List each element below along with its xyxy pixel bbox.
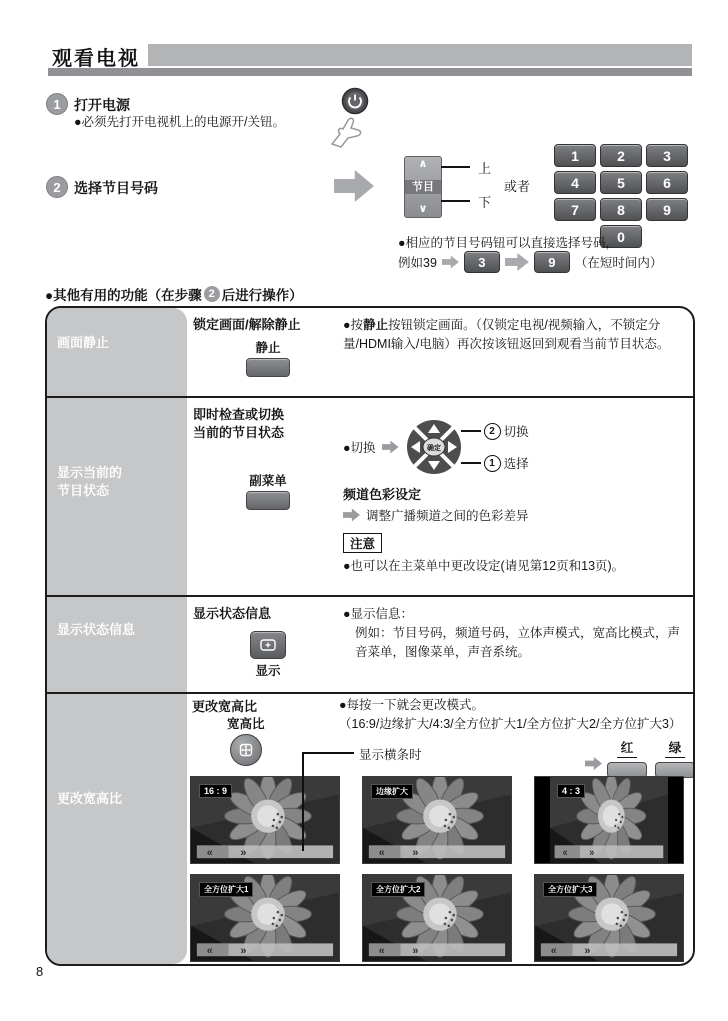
arrow-right-icon [505, 253, 529, 271]
step-2-number: 2 [46, 176, 68, 198]
row-desc-freeze [337, 308, 693, 396]
bar-callout-label: 显示横条时 [359, 748, 422, 762]
table-row-info [47, 597, 693, 694]
aspect-button-label: 宽高比 [227, 717, 265, 731]
color-buttons [607, 738, 695, 778]
direct-select-example [398, 251, 662, 273]
aspect-button[interactable] [230, 734, 262, 766]
step-1-number: 1 [46, 93, 68, 115]
aspect-preview-zoom-3: 全方位扩大3 [534, 874, 684, 962]
submenu-button-label: 副菜单 [249, 474, 287, 489]
aspect-preview-16-9: 16 : 9 [190, 776, 340, 864]
callout-select: 1 选择 [469, 454, 529, 472]
row-label-status: 显示当前的 节目状态 [47, 398, 187, 595]
power-button-icon[interactable] [324, 86, 374, 148]
other-functions-header [45, 284, 303, 304]
step-2-title: 选择节目号码 [74, 180, 158, 196]
channel-down-icon[interactable]: ∨ [418, 202, 428, 215]
freeze-description: ●按静止按钮锁定画面。（仅锁定电视/视频输入，不锁定分量/HDMI输入/电脑）再次按该钮返回到观看当前节目状态。 [343, 318, 670, 351]
dpad-ok-button[interactable] [405, 418, 463, 476]
arrow-right-icon [442, 256, 459, 269]
title-band [148, 44, 692, 66]
aspect-preview-4-3: 4 : 3 [534, 776, 684, 864]
callout-line [441, 200, 470, 202]
arrow-right-icon [585, 757, 602, 770]
aspect-preview-zoom-1: 全方位扩大1 [190, 874, 340, 962]
table-row-status [47, 398, 693, 597]
example-prefix: 例如39 [398, 256, 437, 270]
callout-switch: 2 切换 [469, 422, 529, 440]
aspect-button-stack [227, 714, 265, 766]
freeze-button[interactable] [246, 358, 290, 377]
action-title: 即时检查或切换 当前的节目状态 [193, 407, 285, 440]
arrow-right-icon [343, 509, 360, 522]
aspect-row-content [187, 694, 693, 964]
page-number: 8 [36, 964, 44, 979]
green-button-label: 绿 [665, 738, 686, 758]
aspect-button-icon [238, 742, 254, 758]
key-2[interactable]: 2 [600, 144, 642, 167]
action-title: 更改宽高比 [192, 699, 258, 714]
note-box: 注意 [343, 533, 382, 553]
key-3-example[interactable]: 3 [464, 251, 500, 273]
header-pre: ●其他有用的功能（在步骤 [45, 288, 202, 303]
header-post: 后进行操作） [221, 288, 303, 303]
key-5[interactable]: 5 [600, 171, 642, 194]
table-row-freeze [47, 308, 693, 398]
key-3[interactable]: 3 [646, 144, 688, 167]
key-1[interactable]: 1 [554, 144, 596, 167]
callout-line [302, 752, 354, 754]
title-underbar [48, 68, 692, 76]
key-9-example[interactable]: 9 [534, 251, 570, 273]
arrow-right-icon [334, 170, 374, 202]
callout-line [302, 752, 304, 851]
step-1-title: 打开电源 [74, 97, 130, 113]
display-button[interactable] [250, 631, 286, 659]
channel-up-icon[interactable]: ∧ [418, 158, 428, 170]
row-desc-info [337, 597, 695, 692]
red-button-label: 红 [617, 738, 638, 758]
key-7[interactable]: 7 [554, 198, 596, 221]
step-2-badge: 2 [204, 286, 220, 302]
key-0[interactable]: 0 [600, 225, 642, 248]
display-button-icon [260, 639, 276, 651]
channel-updown-button[interactable] [404, 156, 442, 218]
action-title: 显示状态信息 [193, 606, 272, 621]
key-6[interactable]: 6 [646, 171, 688, 194]
color-setting-desc: 调整广播频道之间的色彩差异 [343, 506, 681, 524]
down-label: 下 [478, 195, 492, 210]
row-label-freeze: 画面静止 [47, 308, 187, 396]
arrow-right-icon [382, 441, 399, 454]
row-label-aspect: 更改宽高比 [47, 694, 187, 964]
example-suffix: （在短时间内） [574, 256, 663, 270]
number-keypad [554, 144, 688, 248]
direct-select-note: ●相应的节目号码钮可以直接选择号码， [398, 236, 619, 250]
key-4[interactable]: 4 [554, 171, 596, 194]
key-8[interactable]: 8 [600, 198, 642, 221]
channel-button-label: 节目 [405, 180, 441, 195]
aspect-preview-edge-expand: 边缘扩大 [362, 776, 512, 864]
row-action-freeze [187, 308, 337, 396]
up-label: 上 [478, 161, 492, 176]
page-title: 观看电视 [52, 48, 140, 70]
action-title: 锁定画面/解除静止 [193, 317, 301, 332]
row-label-info: 显示状态信息 [47, 597, 187, 692]
submenu-button[interactable] [246, 491, 290, 510]
display-button-label: 显示 [255, 663, 281, 678]
ok-button-label: 确定 [426, 444, 441, 452]
aspect-preview-zoom-2: 全方位扩大2 [362, 874, 512, 962]
table-row-aspect [47, 694, 693, 964]
pointing-hand-icon [332, 118, 361, 147]
step-1-note: ●必须先打开电视机上的电源开/关钮。 [74, 115, 286, 129]
info-desc-line2: 例如：节目号码，频道号码，立体声模式，宽高比模式，声音菜单，图像菜单，声音系统。 [355, 625, 681, 659]
color-setting-title: 频道色彩设定 [343, 487, 422, 502]
callout-line [441, 166, 470, 168]
note-text: ●也可以在主菜单中更改设定(请见第12页和13页)。 [343, 559, 625, 573]
switch-row [343, 418, 681, 476]
info-desc-line1: ●显示信息： [343, 607, 414, 621]
freeze-button-label: 静止 [255, 340, 281, 355]
dpad-callouts [469, 422, 529, 472]
or-label: 或者 [504, 179, 531, 194]
row-action-info [187, 597, 337, 692]
switch-label: ●切换 [343, 441, 376, 455]
functions-table [45, 306, 695, 966]
key-9[interactable]: 9 [646, 198, 688, 221]
row-action-status [187, 398, 337, 595]
row-desc-status [337, 398, 693, 595]
aspect-desc: ●每按一下就会更改模式。 （16:9/边缘扩大/4:3/全方位扩大1/全方位扩大2/全方位扩大3） [339, 698, 682, 731]
